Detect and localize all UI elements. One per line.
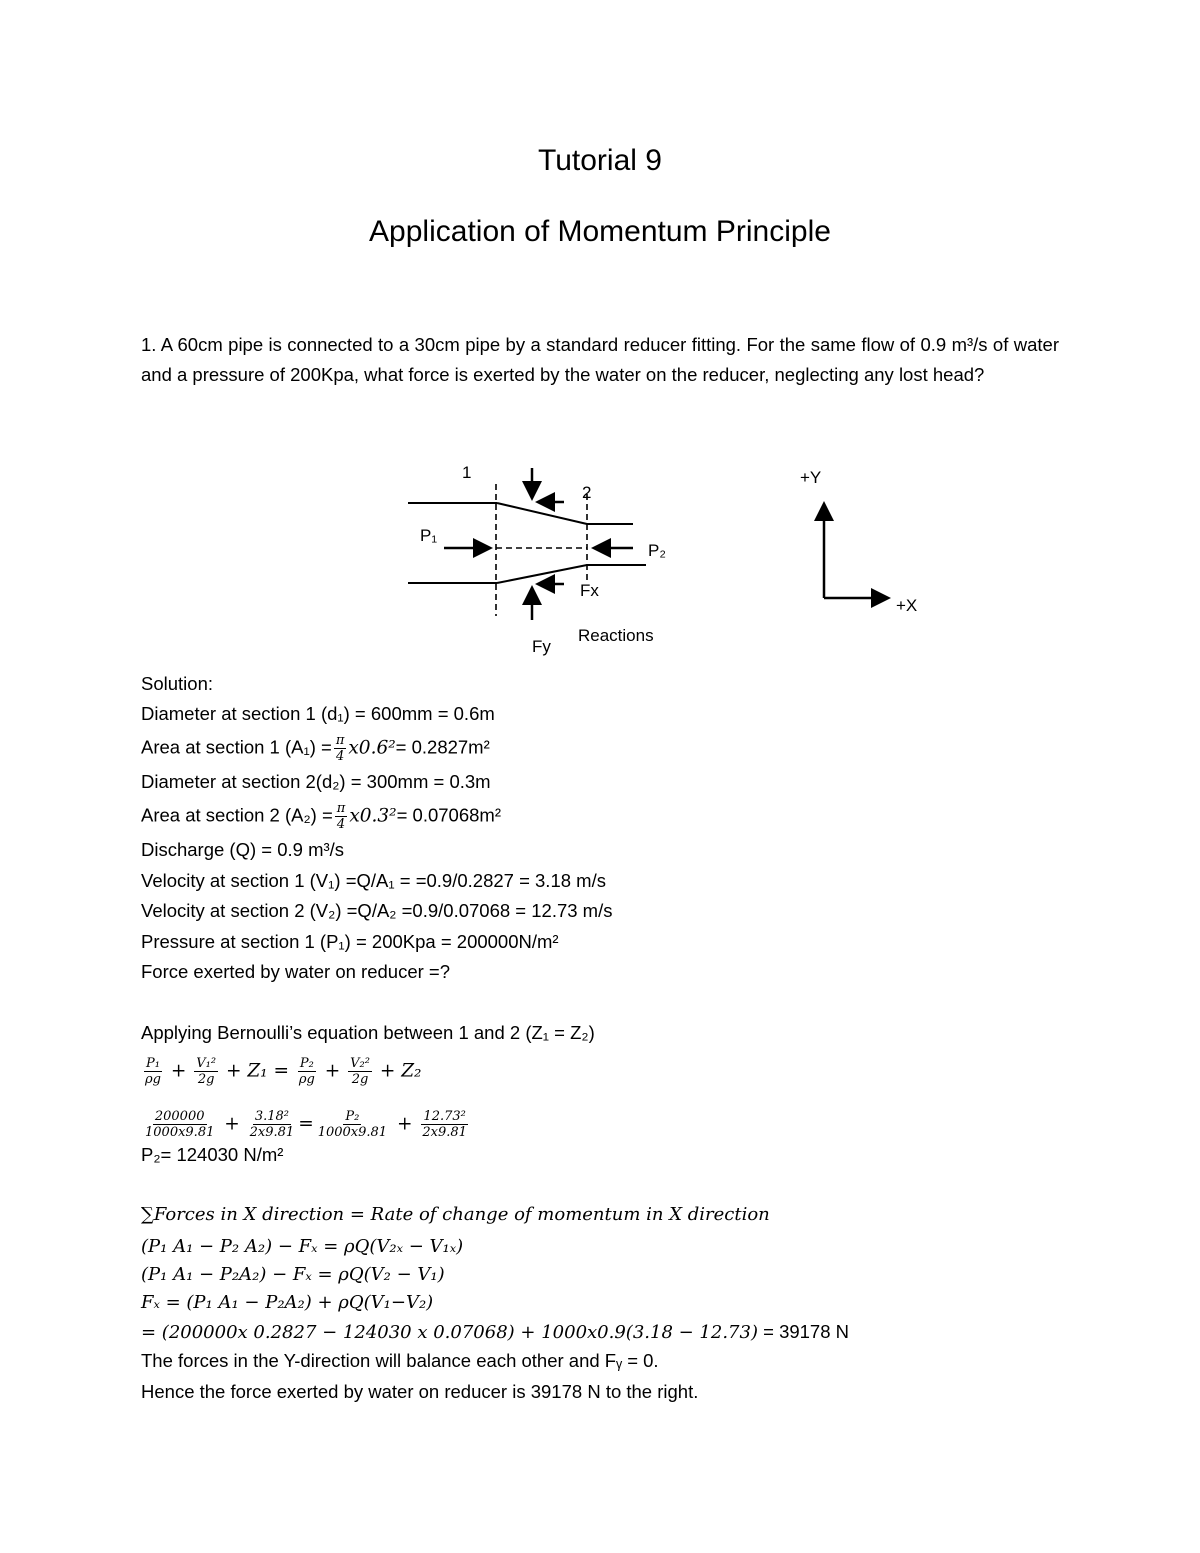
result: = 39178 N (757, 1321, 850, 1342)
section-2-label: 2 (582, 483, 592, 502)
solution-line: Velocity at section 2 (V₂) =Q/A₂ =0.9/0.07068 = 12.73 m/s (141, 900, 613, 921)
fraction: $\frac{\pi}{4}$ (336, 801, 346, 832)
fraction: $\frac{\text{P₁}}{\rho g}$ (145, 1056, 161, 1087)
problem-statement: 1. A 60cm pipe is connected to a 30cm pipe by a standard reducer fitting. For the same flow of 0.9 m³/s of water and a pressure of 200Kpa, what force is exerted by the water on the reducer, neglecting any lost head? (141, 334, 1059, 385)
pipe-outline (408, 503, 646, 583)
text: = 0.07068m² (396, 804, 501, 826)
fraction: $\frac{\text{P₂}}{\rho g}$ (298, 1056, 315, 1087)
fraction: $\frac{\text{12.73²}}{2x9.81}$ (422, 1109, 467, 1140)
solution-line: Force exerted by water on reducer =? (141, 961, 451, 982)
math: = (200000x 0.2827 − 124030 x 0.07068) + 1000x0.9(3.18 − 12.73) (141, 1322, 758, 1343)
solution-line (141, 733, 490, 764)
text: = 0.2827m² (395, 736, 490, 758)
plus-x-label: +X (896, 596, 918, 615)
solution-heading: Solution: (141, 673, 213, 694)
p1-label: P₁ (420, 526, 438, 545)
text: Area at section 1 (A₁) = (141, 736, 332, 758)
momentum-line (141, 1321, 849, 1344)
solution-line: Diameter at section 1 (d₁) = 600mm = 0.6m (141, 703, 495, 724)
fraction: $\frac{200000}{1000x9.81}$ (145, 1109, 215, 1140)
momentum-line: Fₓ = (P₁ A₁ − P₂A₂) + ρQ(V₁−V₂) (141, 1292, 434, 1313)
momentum-line: (P₁ A₁ − P₂A₂) − Fₓ = ρQ(V₂ − V₁) (141, 1264, 445, 1285)
reducer-diagram (400, 460, 920, 670)
solution-line: Diameter at section 2(d₂) = 300mm = 0.3m (141, 771, 491, 792)
page-subtitle: Application of Momentum Principle (369, 215, 831, 248)
fraction: $\frac{\text{V₁²}}{2g}$ (196, 1056, 217, 1087)
section-lines (496, 484, 587, 616)
math: x0.6² (348, 737, 396, 759)
section-1-label: 1 (462, 463, 472, 482)
math: + Z₁ = (225, 1060, 289, 1082)
math: x0.3² (349, 805, 397, 827)
momentum-line: (P₁ A₁ − P₂ A₂) − Fₓ = ρQ(V₂ₓ − V₁ₓ) (141, 1236, 464, 1257)
fraction: $\frac{\text{P₂}}{1000x9.81}$ (317, 1109, 388, 1140)
conclusion-line: Hence the force exerted by water on reducer is 39178 N to the right. (141, 1381, 699, 1402)
fx-label: Fx (580, 581, 599, 600)
reactions-label: Reactions (578, 626, 654, 645)
fraction: $\frac{\text{V₂²}}{2g}$ (350, 1056, 370, 1087)
conclusion-line: The forces in the Y-direction will balance each other and Fᵧ = 0. (141, 1350, 659, 1371)
text: Area at section 2 (A₂) = (141, 804, 333, 826)
fraction: $\frac{\pi}{4}$ (335, 733, 345, 764)
plus-y-label: +Y (800, 468, 822, 487)
fraction: $\frac{\text{3.18²}}{2x9.81}$ (249, 1109, 295, 1140)
momentum-heading: ∑Forces in X direction = Rate of change of momentum in X direction (141, 1204, 770, 1225)
page-title: Tutorial 9 (538, 144, 662, 177)
solution-line: Pressure at section 1 (P₁) = 200Kpa = 200000N/m² (141, 931, 559, 952)
solution-line: Discharge (Q) = 0.9 m³/s (141, 839, 345, 860)
bernoulli-equation: $\frac{\text{P₁}}{\rho g}$ + $\frac{\text{V₁²}}{2g}$ + Z₁ = $\frac{\text{P₂}}{\rho g}$ + $\frac{\text{V₂²}}{2g}$ + Z₂ (145, 1056, 422, 1087)
math: + Z₂ (379, 1060, 422, 1082)
solution-line (141, 801, 501, 832)
fy-label: Fy (532, 637, 551, 656)
p2-result: P₂= 124030 N/m² (141, 1144, 284, 1165)
bernoulli-substituted: $\frac{200000}{1000x9.81}$ + $\frac{\text{3.18²}}{2x9.81}$ = $\frac{\text{P₂}}{1000x9.81}$ + $\frac{\text{12.73²}}{2x9.81}$ (145, 1109, 467, 1140)
bernoulli-heading: Applying Bernoulli’s equation between 1 and 2 (Z₁ = Z₂) (141, 1022, 595, 1043)
p2-label: P₂ (648, 541, 666, 560)
solution-line: Velocity at section 1 (V₁) =Q/A₁ = =0.9/0.2827 = 3.18 m/s (141, 870, 606, 891)
